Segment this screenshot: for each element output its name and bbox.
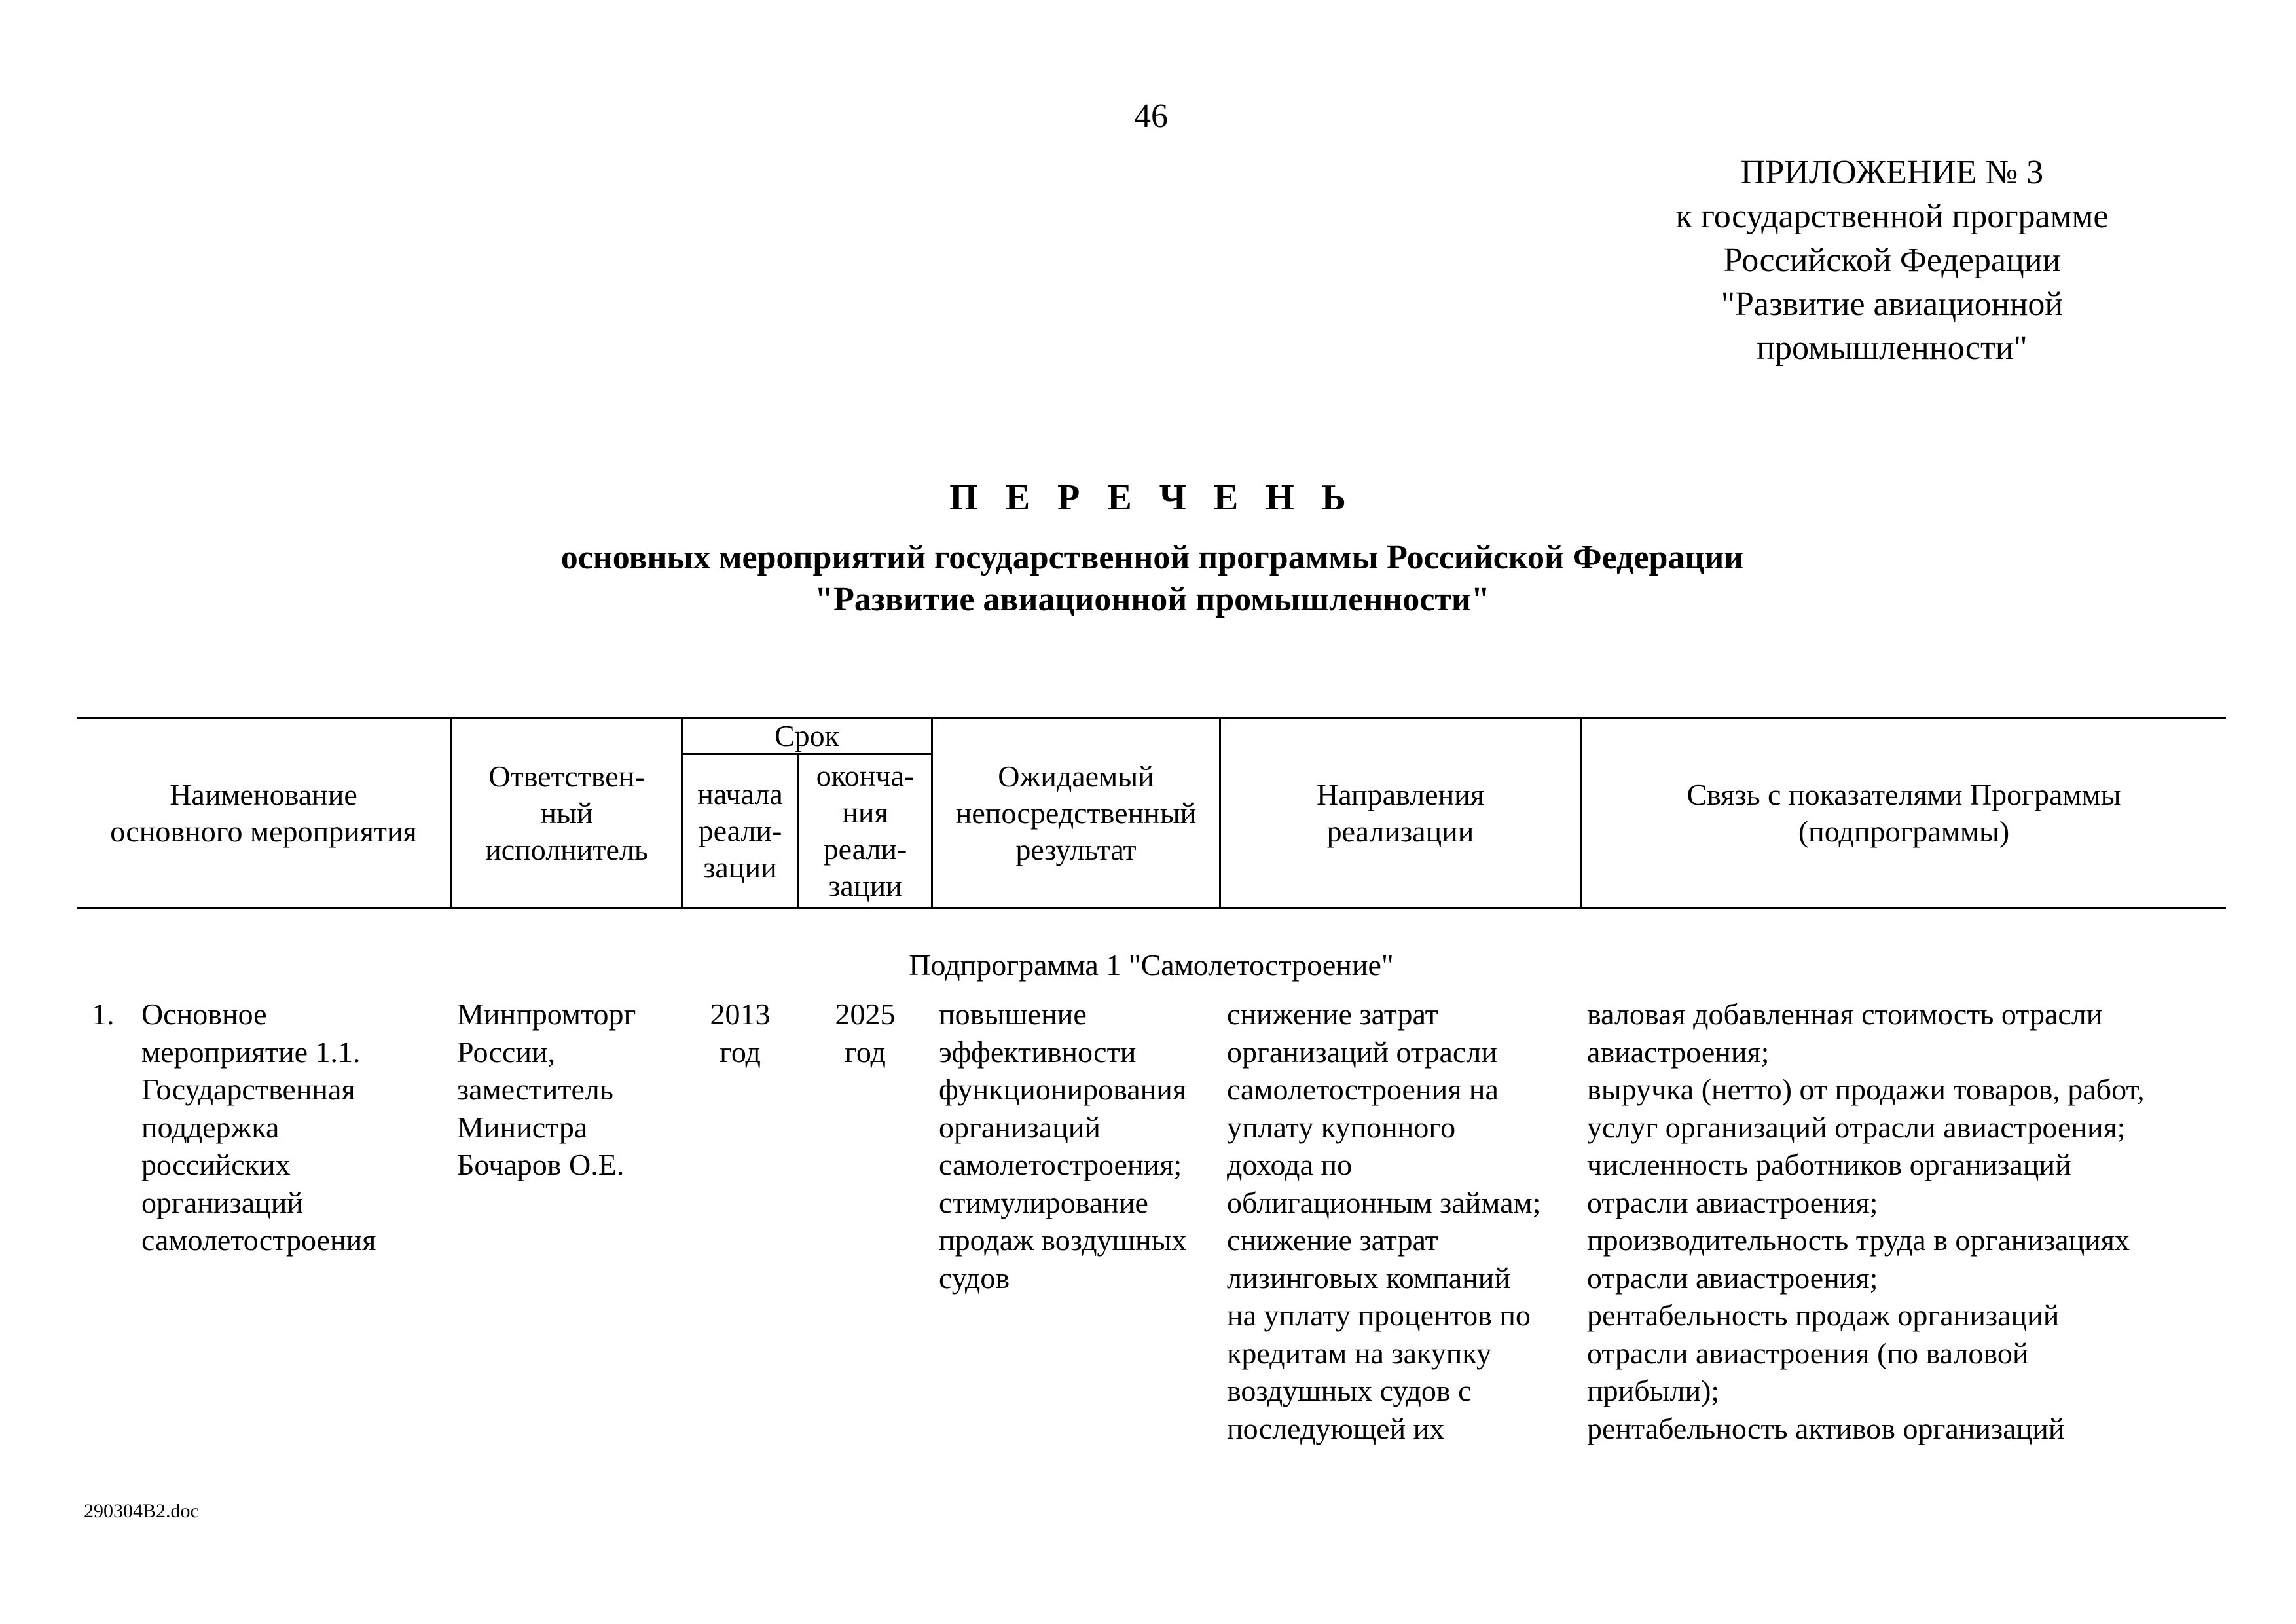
appendix-line: ПРИЛОЖЕНИЕ № 3 <box>1740 154 2044 191</box>
cell-line: услуг организаций отрасли авиастроения; <box>1587 1110 2126 1144</box>
cell-line: Минпромторг <box>457 997 636 1031</box>
header-text: ния <box>842 796 888 829</box>
row-executor-cell <box>457 995 636 1184</box>
header-text: зации <box>703 851 777 884</box>
cell-line: организаций отрасли <box>1227 1035 1497 1069</box>
cell-line: 2025 <box>835 997 896 1031</box>
cell-line: самолетостроения на <box>1227 1073 1499 1106</box>
cell-line: численность работников организаций <box>1587 1148 2071 1181</box>
header-term <box>683 719 931 753</box>
cell-line: заместитель <box>457 1073 613 1106</box>
cell-line: России, <box>457 1035 556 1069</box>
header-name <box>77 719 450 907</box>
row-directions-cell <box>1227 995 1540 1447</box>
cell-line: лизинговых компаний <box>1227 1261 1510 1295</box>
table-header-bottom-rule <box>77 907 2226 909</box>
subtitle-line: "Развитие авиационной промышленности" <box>814 581 1490 618</box>
cell-line: рентабельность активов организаций <box>1587 1411 2065 1445</box>
appendix-block <box>1597 151 2187 370</box>
appendix-line: "Развитие авиационной <box>1721 286 2064 323</box>
cell-line: российских <box>141 1148 291 1181</box>
cell-line: на уплату процентов по <box>1227 1299 1531 1332</box>
cell-line: кредитам на закупку <box>1227 1336 1492 1370</box>
appendix-line: к государственной программе <box>1675 198 2109 235</box>
header-start <box>683 755 797 907</box>
header-text: оконча- <box>816 759 915 792</box>
cell-line: прибыли); <box>1587 1374 1720 1407</box>
cell-line: судов <box>939 1261 1010 1295</box>
appendix-line: Российской Федерации <box>1723 242 2061 279</box>
cell-line: самолетостроения <box>141 1223 376 1257</box>
header-text: результат <box>1015 832 1137 866</box>
header-text: (подпрограммы) <box>1798 814 2010 848</box>
cell-line: 2013 <box>710 997 771 1031</box>
cell-line: отрасли авиастроения; <box>1587 1185 1878 1219</box>
cell-line: Министра <box>457 1110 588 1144</box>
header-result <box>933 719 1219 907</box>
header-text: непосредственный <box>955 796 1197 830</box>
header-executor <box>452 719 681 907</box>
row-number: 1. <box>92 997 115 1031</box>
cell-line: производительность труда в организациях <box>1587 1223 2130 1257</box>
header-text: ный <box>540 796 593 830</box>
header-text: основного мероприятия <box>110 814 417 848</box>
header-text: начала <box>697 777 783 811</box>
cell-line: поддержка <box>141 1110 280 1144</box>
header-text: реали- <box>823 832 907 866</box>
cell-line: снижение затрат <box>1227 1223 1438 1257</box>
subtitle-line: основных мероприятий государственной программы Российской Федерации <box>560 539 1744 576</box>
cell-line: воздушных судов с <box>1227 1374 1472 1407</box>
page-number: 46 <box>1134 98 1168 135</box>
header-text: реализации <box>1326 814 1474 848</box>
header-text: зации <box>828 869 902 902</box>
row-start-cell <box>683 995 797 1071</box>
row-result-cell <box>939 995 1187 1297</box>
cell-line: валовая добавленная стоимость отрасли <box>1587 997 2103 1031</box>
cell-line: выручка (нетто) от продажи товаров, работ, <box>1587 1073 2145 1106</box>
cell-line: год <box>845 1035 886 1069</box>
row-name-cell <box>141 995 376 1259</box>
cell-line: организаций <box>939 1110 1101 1144</box>
cell-line: мероприятие 1.1. <box>141 1035 361 1069</box>
document-subtitle <box>327 537 1977 621</box>
cell-line: последующей их <box>1227 1411 1445 1445</box>
header-text: Направления <box>1317 777 1484 811</box>
cell-line: повышение <box>939 997 1087 1031</box>
header-directions <box>1221 719 1580 907</box>
cell-line: стимулирование <box>939 1185 1148 1219</box>
header-text: Связь с показателями Программы <box>1686 777 2121 811</box>
footer-filename: 290304B2.doc <box>84 1500 199 1522</box>
cell-line: облигационным займам; <box>1227 1185 1541 1219</box>
document-title: П Е Р Е Ч Е Н Ь <box>949 477 1355 518</box>
cell-line: отрасли авиастроения (по валовой <box>1587 1336 2029 1370</box>
cell-line: год <box>720 1035 761 1069</box>
cell-line: эффективности <box>939 1035 1137 1069</box>
header-text: Ожидаемый <box>998 759 1154 793</box>
cell-line: отрасли авиастроения; <box>1587 1261 1878 1295</box>
appendix-line: промышленности" <box>1757 329 2028 367</box>
cell-line: функционирования <box>939 1073 1187 1106</box>
cell-line: Государственная <box>141 1073 355 1106</box>
row-end-cell <box>799 995 931 1071</box>
cell-line: организаций <box>141 1185 303 1219</box>
cell-line: авиастроения; <box>1587 1035 1770 1069</box>
header-text: исполнитель <box>485 832 648 866</box>
header-end <box>799 755 931 907</box>
header-text: Наименование <box>170 777 357 811</box>
cell-line: рентабельность продаж организаций <box>1587 1299 2060 1332</box>
header-text: Ответствен- <box>488 759 645 793</box>
header-indicators <box>1582 719 2226 907</box>
cell-line: дохода по <box>1227 1148 1353 1181</box>
cell-line: снижение затрат <box>1227 997 1438 1031</box>
cell-line: продаж воздушных <box>939 1223 1187 1257</box>
subprogram-title: Подпрограмма 1 "Самолетостроение" <box>909 948 1394 982</box>
cell-line: самолетостроения; <box>939 1148 1182 1181</box>
cell-line: Бочаров О.Е. <box>457 1148 625 1181</box>
header-text: Срок <box>774 719 840 752</box>
cell-line: Основное <box>141 997 267 1031</box>
cell-line: уплату купонного <box>1227 1110 1456 1144</box>
header-text: реали- <box>698 814 782 847</box>
row-indicators-cell <box>1587 995 2145 1447</box>
